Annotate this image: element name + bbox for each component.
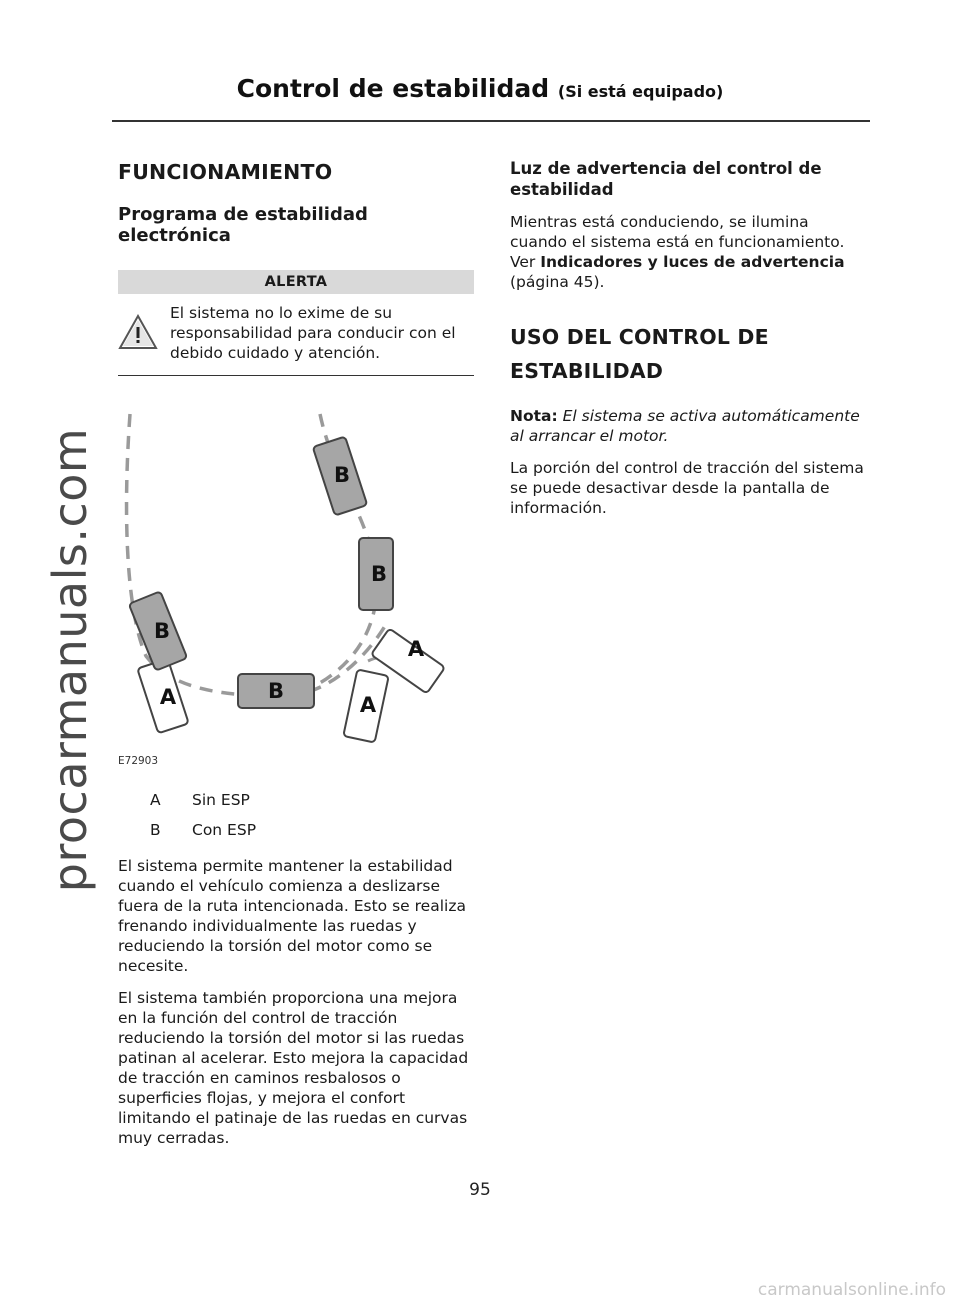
side-watermark-text: procarmanuals.com [43, 427, 97, 893]
diagram-label-a-2: A [159, 685, 177, 709]
note-label: Nota: [510, 407, 558, 425]
legend-row [118, 820, 474, 840]
alert-body [118, 294, 474, 376]
warning-light-text [510, 212, 870, 292]
warning-triangle-icon [118, 314, 158, 350]
header-subtitle: (Si está equipado) [557, 82, 724, 101]
legend-value: Sin ESP [192, 791, 250, 809]
section-title-line-1: USO DEL CONTROL DE [510, 325, 769, 349]
diagram-label-b-3: B [153, 619, 171, 643]
body-paragraph: La porción del control de tracción del sistema se puede desactivar desde la pantalla de información. [510, 459, 864, 517]
body-paragraph: El sistema permite mantener la estabilidad cuando el vehículo comienza a deslizarse fuera de la ruta intencionada. Esto se realiza frenando individualmente las ruedas y reduciendo la torsión del motor como se necesite. [118, 857, 466, 975]
diagram-label-b-4: B [267, 679, 285, 703]
warning-text-2: (página 45). [510, 273, 605, 291]
legend-row [118, 790, 474, 810]
right-column [510, 158, 870, 518]
warning-text-1: Mientras está conduciendo, se ilumina cuando el sistema está en funcionamiento. Ver [510, 213, 845, 271]
note [510, 406, 870, 446]
figure-code: E72903 [118, 755, 159, 767]
bottom-watermark: carmanualsonline.info [757, 1280, 946, 1300]
body-paragraph: El sistema también proporciona una mejora en la función del control de tracción reduciendo la torsión del motor si las ruedas patinan al acelerar. Esto mejora la capacidad de tracción en caminos resbalosos o superficies flojas, y mejora el confort limitando el patinaje de las ruedas en curvas muy cerradas. [118, 989, 469, 1147]
header-title: Control de estabilidad [236, 74, 550, 103]
section-title-uso [510, 320, 870, 388]
page-header [0, 74, 960, 103]
legend-key: B [150, 821, 161, 839]
legend-value: Con ESP [192, 821, 257, 839]
diagram-label-b-2: B [370, 562, 388, 586]
legend-key: A [150, 791, 161, 809]
warning-light-title: Luz de advertencia del control de estabilidad [510, 159, 822, 199]
alert-text: El sistema no lo exime de su responsabilidad para conducir con el debido cuidado y atención. [170, 304, 456, 362]
left-column [118, 158, 474, 1148]
diagram-label-a-3: A [359, 693, 377, 717]
esp-diagram [118, 406, 474, 766]
esp-diagram-svg [118, 406, 474, 751]
warning-ref-link[interactable]: Indicadores y luces de advertencia [540, 253, 845, 271]
note-text: El sistema se activa automáticamente al arrancar el motor. [510, 407, 860, 445]
legend [118, 790, 474, 840]
alert-label: ALERTA [118, 270, 474, 294]
section-title-funcionamiento: FUNCIONAMIENTO [118, 160, 333, 184]
header-divider [112, 120, 870, 122]
diagram-label-a-1: A [407, 637, 425, 661]
side-watermark [0, 0, 100, 1310]
section-title-line-2: ESTABILIDAD [510, 359, 664, 383]
alert-box [118, 270, 474, 376]
page-number: 95 [469, 1180, 491, 1200]
diagram-label-b-1: B [333, 463, 351, 487]
subsection-title: Programa de estabilidad electrónica [118, 204, 368, 246]
